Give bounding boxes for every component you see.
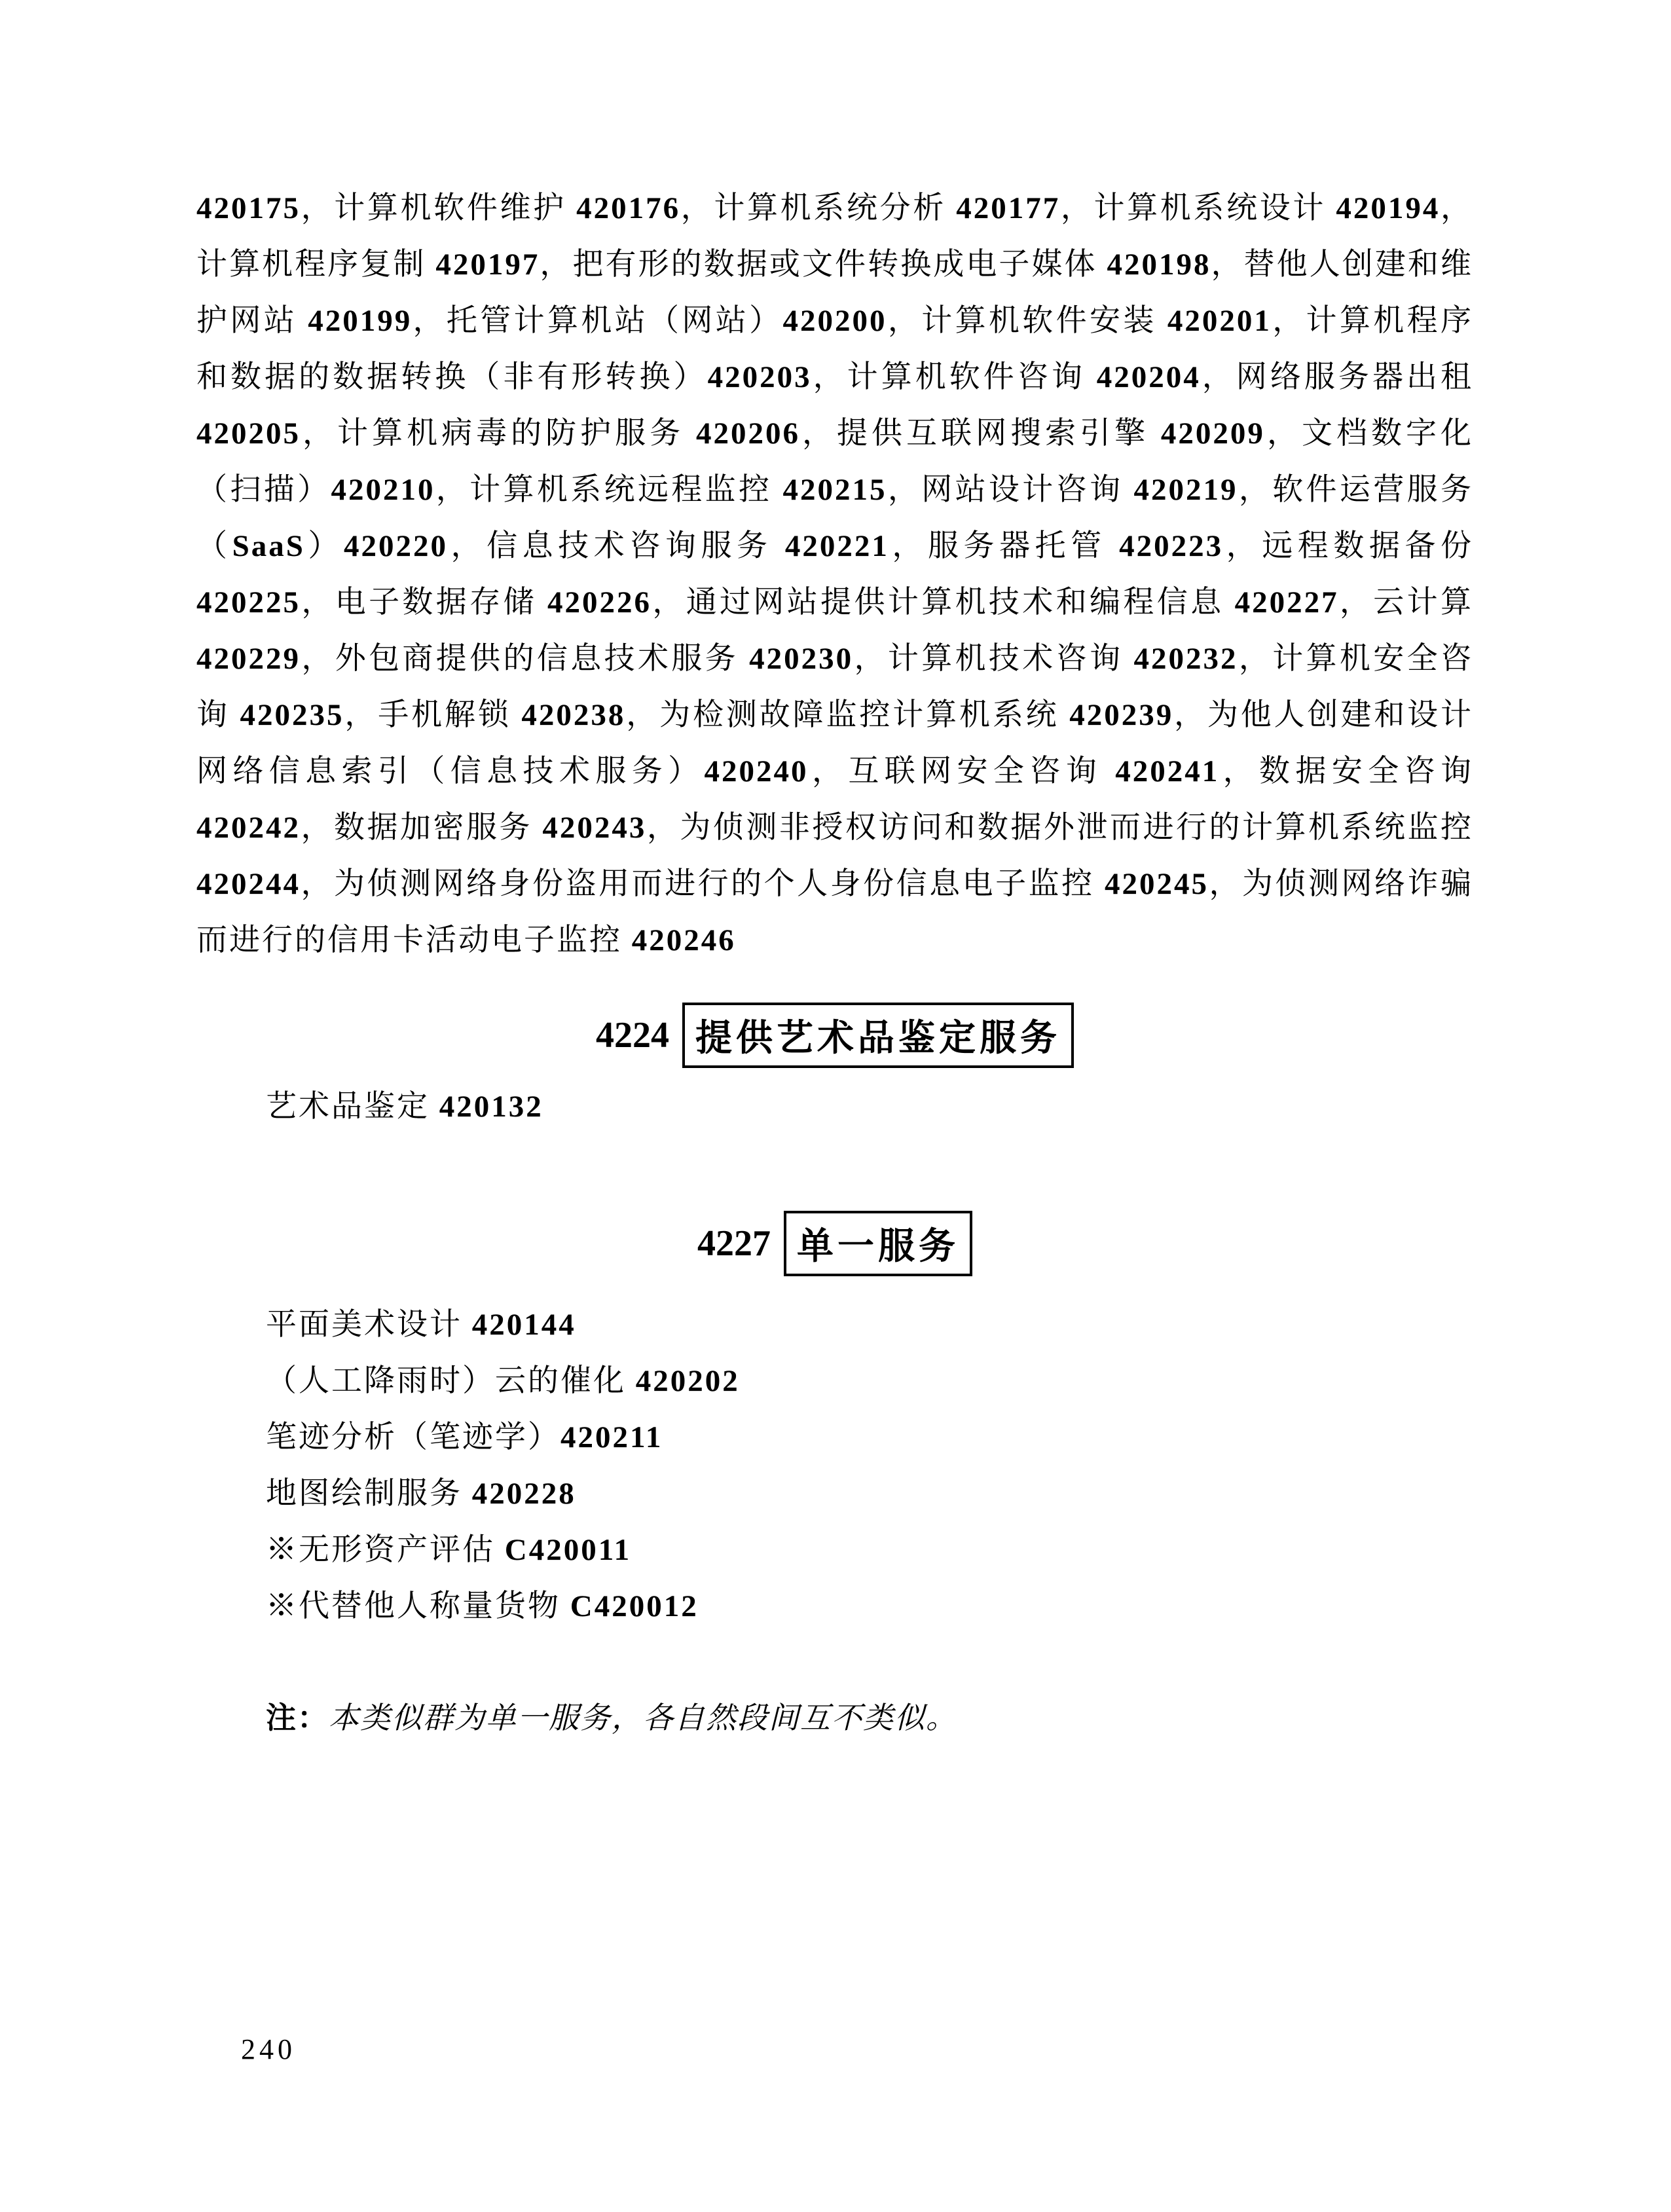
page-content (196, 0, 1473, 2212)
section-title-box-4224: 提供艺术品鉴定服务 (682, 1003, 1074, 1068)
list-item: 笔迹分析（笔迹学）420211 (266, 1420, 663, 1454)
list-item: ※无形资产评估 C420011 (266, 1533, 632, 1567)
note-label: 注： (266, 1701, 329, 1735)
page-number: 240 (241, 2033, 296, 2065)
section-4227-item-list (266, 1297, 1473, 1634)
section-4224-item: 艺术品鉴定 420132 (266, 1090, 543, 1124)
section-title-box-4227: 单一服务 (784, 1211, 972, 1276)
classification-paragraph-420175: 420175，计算机软件维护 420176，计算机系统分析 420177，计算机系统设计 420194，计算机程序复制 420197，把有形的数据或文件转换成电子媒体 420198，替他人创建和维护网站 420199，托管计算机站（网站）420200，计算机软件安装 420201，计算机程序和数据的数据转换（非有形转换）420203，计算机软件咨询 420204，网络服务器出租 420205，计算机病毒的防护服务 420206，提供互联网搜索引擎 420209，文档数字化（扫描）420210，计算机系统远程监控 420215，网站设计咨询 420219，软件运营服务（SaaS）420220，信息技术咨询服务 420221，服务器托管 420223，远程数据备份 420225，电子数据存储 420226，通过网站提供计算机技术和编程信息 420227，云计算 420229，外包商提供的信息技术服务 420230，计算机技术咨询 420232，计算机安全咨询 420235，手机解锁 420238，为检测故障监控计算机系统 420239，为他人创建和设计网络信息索引（信息技术服务）420240，互联网安全咨询 420241，数据安全咨询 420242，数据加密服务 420243，为侦测非授权访问和数据外泄而进行的计算机系统监控 420244，为侦测网络身份盗用而进行的个人身份信息电子监控 420245，为侦测网络诈骗而进行的信用卡活动电子监控 420246 (196, 191, 1474, 957)
section-code-4224: 4224 (596, 1015, 669, 1056)
section-header-4227 (196, 1211, 1473, 1276)
note-text: 本类似群为单一服务，各自然段间互不类似。 (329, 1701, 957, 1735)
note-line (266, 1689, 1473, 1746)
list-item: 地图绘制服务 420228 (266, 1477, 576, 1511)
list-item: ※代替他人称量货物 C420012 (266, 1589, 699, 1623)
list-item: （人工降雨时）云的催化 420202 (266, 1364, 740, 1398)
list-item: 平面美术设计 420144 (266, 1308, 576, 1342)
section-code-4227: 4227 (697, 1223, 771, 1264)
section-header-4224 (196, 1003, 1473, 1068)
